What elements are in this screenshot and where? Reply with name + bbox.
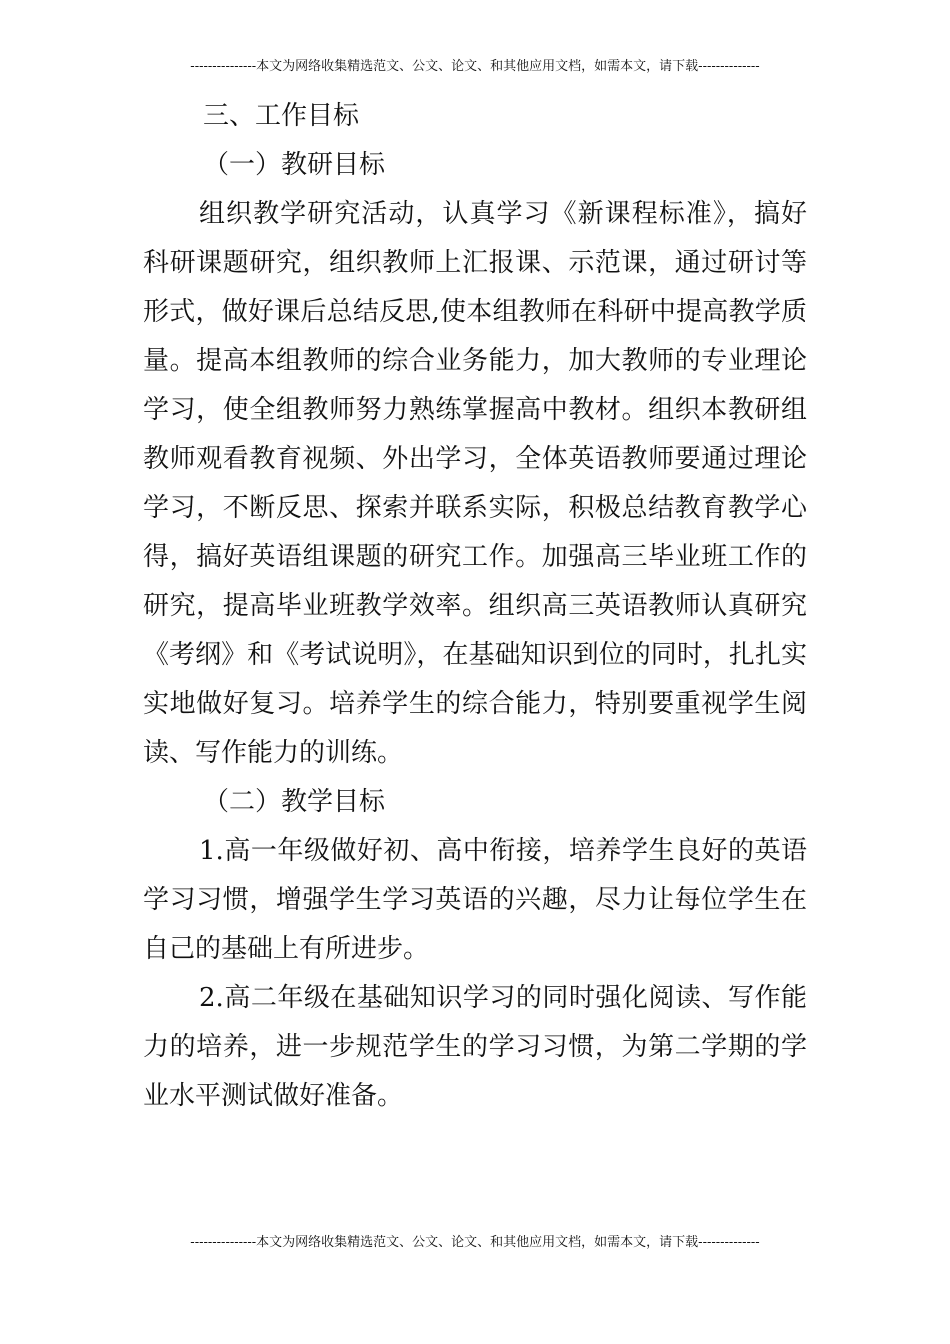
document-body	[143, 92, 807, 1121]
teaching-goal-item-2: 2.高二年级在基础知识学习的同时强化阅读、写作能力的培养，进一步规范学生的学习习惯，为第二学期的学业水平测试做好准备。	[143, 983, 807, 1111]
research-goals-paragraph: 组织教学研究活动，认真学习《新课程标准》，搞好科研课题研究，组织教师上汇报课、示范课，通过研讨等形式，做好课后总结反思,使本组教师在科研中提高教学质量。提高本组教师的综合业务能力，加大教师的专业理论学习，使全组教师努力熟练掌握高中教材。组织本教研组教师观看教育视频、外出学习，全体英语教师要通过理论学习，不断反思、探索并联系实际，积极总结教育教学心得，搞好英语组课题的研究工作。加强高三毕业班工作的研究，提高毕业班教学效率。组织高三英语教师认真研究《考纲》和《考试说明》，在基础知识到位的同时，扎扎实实地做好复习。培养学生的综合能力，特别要重视学生阅读、写作能力的训练。	[143, 199, 807, 768]
subsection-title-teaching: （二）教学目标	[203, 787, 386, 817]
section-title: 三、工作目标	[203, 101, 360, 131]
page-footer: ---------------本文为网络收集精选范文、公文、论文、和其他应用文档，如需本文，请下载--------------	[190, 1235, 760, 1250]
subsection-title-research: （一）教研目标	[203, 150, 386, 180]
teaching-goal-item-1: 1.高一年级做好初、高中衔接，培养学生良好的英语学习习惯，增强学生学习英语的兴趣，尽力让每位学生在自己的基础上有所进步。	[143, 836, 807, 964]
page-header: ---------------本文为网络收集精选范文、公文、论文、和其他应用文档，如需本文，请下载--------------	[190, 59, 760, 74]
